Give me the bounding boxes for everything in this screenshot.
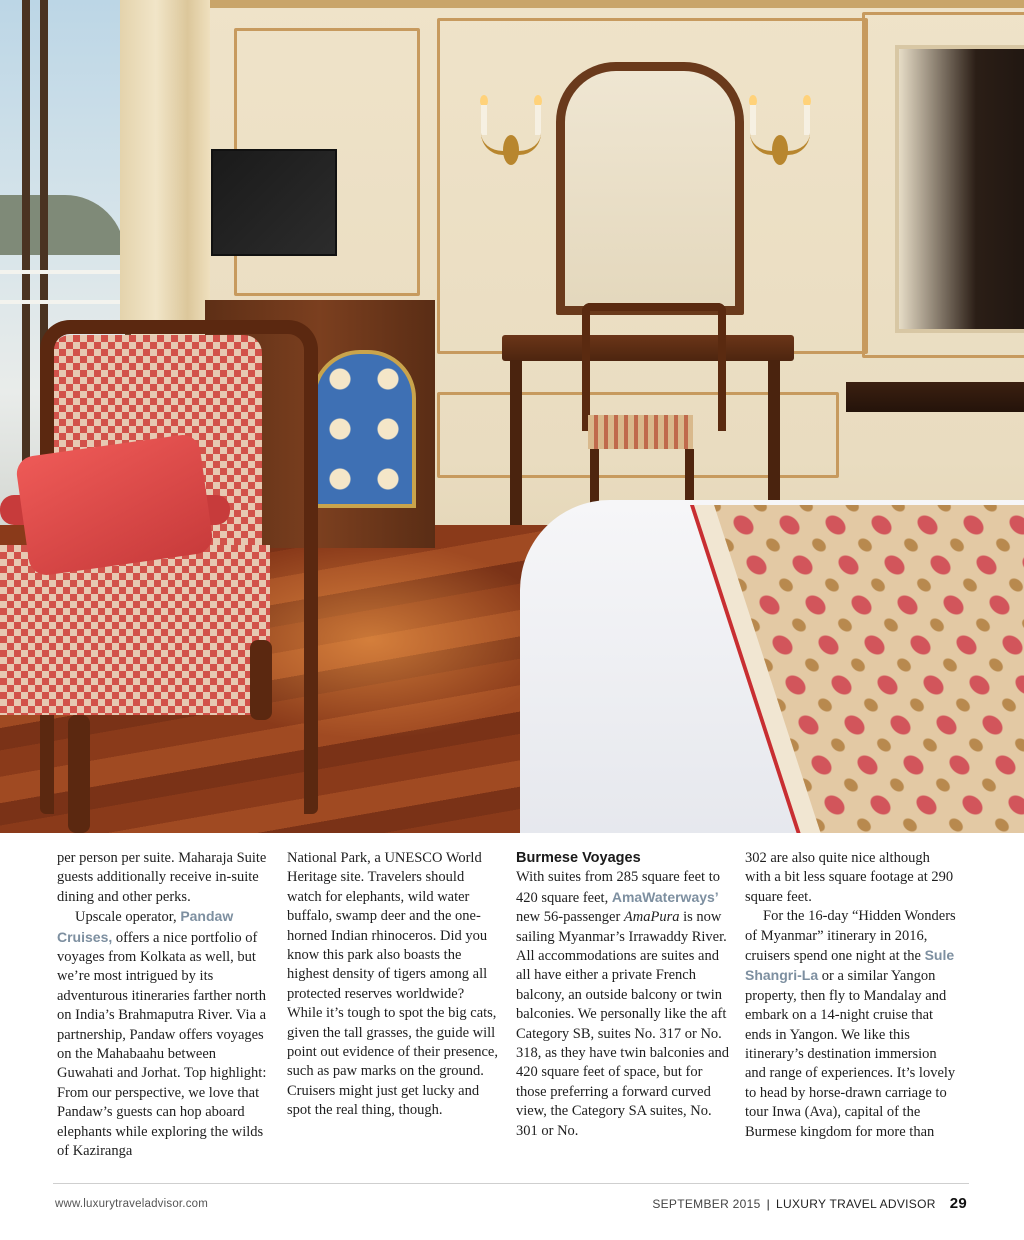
paragraph: National Park, a UNESCO World Heritage site. Travelers should watch for elephants, wild water buffalo, swamp deer and the one-horned Indian rhinoceros. Did you know this park also boasts the highest density of tigers among all protected reserves worldwide? While it’s tough to spot the big cats, given the tall grasses, the guide will point out evidence of their presence, such as paw marks on the ground. Cruisers might just get lucky and spot the real thing, though. [287, 850, 498, 1119]
bench [846, 382, 1024, 412]
text: With suites from 285 square feet to 420 square feet, [516, 869, 720, 906]
article-column-2 [287, 849, 501, 1121]
wall-mirror [556, 62, 744, 315]
footer-rule [53, 1183, 969, 1184]
text: Upscale operator, [75, 909, 181, 926]
desk-leg [510, 360, 522, 525]
wardrobe-mirror [895, 45, 1024, 333]
balcony-rail [0, 270, 125, 274]
paragraph: per person per suite. Maharaja Suite guests additionally receive in-suite dining and other perks. [57, 850, 267, 905]
wall-sconce [476, 95, 546, 175]
television [211, 149, 337, 256]
paragraph [516, 868, 730, 1141]
article-column-4 [745, 849, 959, 1142]
text: new 56-passenger [516, 909, 624, 926]
footer-website-url: www.luxurytraveladvisor.com [55, 1198, 209, 1210]
text: For the 16-day “Hidden Wonders of Myanmar” itinerary in 2016, cruisers spend one night at the [745, 908, 956, 965]
article-body [57, 849, 957, 1164]
operator-name-pandaw: Pandaw Cruises, [57, 908, 234, 945]
issue-date: SEPTEMBER 2015 [652, 1197, 761, 1211]
river-hill [0, 195, 125, 255]
armchair-leg [68, 715, 90, 833]
article-column-3 [516, 849, 730, 1141]
text: offers a nice portfolio of voyages from Kolkata as well, but we’re most intrigued by its adventurous itineraries farther north on India’s Brahmaputra River. Via a partnership, Pandaw offers voyages on the Mahabaahu between Guwahati and Jorhat. Top highlight: From our perspective, we love that Pandaw’s guests can hop aboard elephants while exploring the wilds of Kaziranga [57, 929, 267, 1160]
paragraph [745, 907, 959, 1142]
ship-name: AmaPura [623, 909, 680, 926]
balcony-rail [0, 300, 125, 304]
blue-tile-door [312, 350, 416, 508]
article-column-1 [57, 849, 271, 1162]
paragraph [57, 907, 271, 1161]
wall-sconce [745, 95, 815, 175]
text: or a similar Yangon property, then fly to Mandalay and embark on a 14-night cruise that ends in Yangon. We like this itinerary’s destination immersion and range of experiences. It’s lovely to head by horse-drawn carriage to tour Inwa (Ava), capital of the Burmese kingdom for more than [745, 968, 956, 1140]
desk-chair-seat [588, 415, 693, 449]
curtain [120, 0, 210, 330]
footer-folio [652, 1195, 967, 1212]
hotel-name-sule-shangri-la: Sule Shangri-La [745, 947, 955, 984]
magazine-name: LUXURY TRAVEL ADVISOR [776, 1197, 936, 1211]
red-pillow [15, 433, 215, 578]
desk-chair-back [582, 303, 726, 431]
section-heading: Burmese Voyages [516, 850, 641, 866]
paragraph: 302 are also quite nice although with a bit less square footage at 290 square feet. [745, 850, 954, 905]
armchair-leg [250, 640, 272, 720]
text: is now sailing Myanmar’s Irrawaddy River. All accommodations are suites and all have either a private French balcony, an outside balcony or twin balconies. We personally like the aft Category SB, suites No. 317 or No. 318, as they have twin balconies and 420 square feet of space, but for those preferring a forward curved view, the Category SA suites, No. 301 or No. [516, 909, 730, 1139]
footer-separator: | [766, 1197, 770, 1211]
operator-name-amawaterways: AmaWaterways’ [611, 888, 719, 905]
page-number: 29 [949, 1195, 967, 1212]
